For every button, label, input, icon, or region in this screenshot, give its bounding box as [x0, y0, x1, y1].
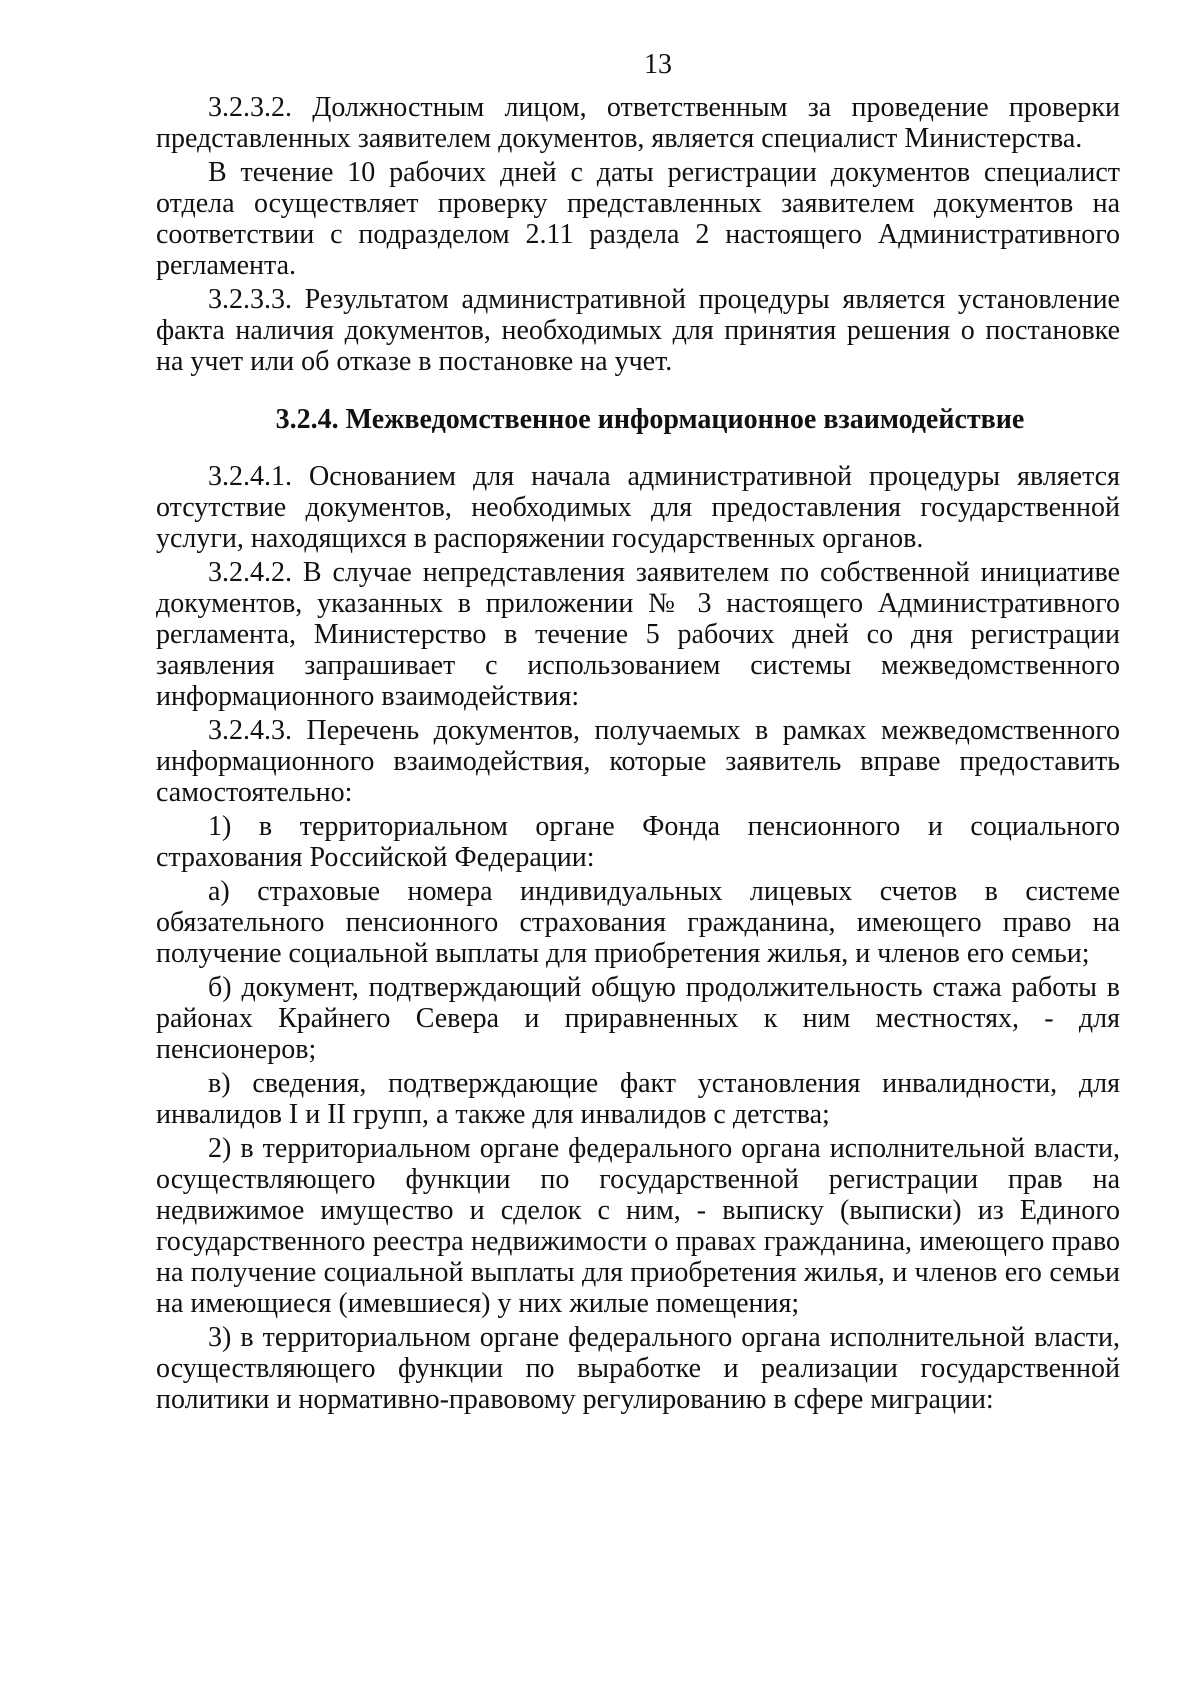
list-item-1: 1) в территориальном органе Фонда пенсионного и социального страхования Российской Федерации:: [156, 811, 1120, 873]
document-page: [156, 48, 1120, 1418]
list-item-2: 2) в территориальном органе федерального органа исполнительной власти, осуществляющего функции по государственной регистрации прав на недвижимое имущество и сделок с ним, - выписку (выписки) из Единого государственного реестра недвижимости о правах гражданина, имеющего право на получение социальной выплаты для приобретения жилья, и членов его семьи на имеющиеся (имевшиеся) у них жилые помещения;: [156, 1133, 1120, 1319]
paragraph-3-2-3-2: 3.2.3.2. Должностным лицом, ответственным за проведение проверки представленных заявителем документов, является специалист Министерства.: [156, 92, 1120, 154]
paragraph-3-2-4-2: 3.2.4.2. В случае непредставления заявителем по собственной инициативе документов, указанных в приложении № 3 настоящего Административного регламента, Министерство в течение 5 рабочих дней со дня регистрации заявления запрашивает с использованием системы межведомственного информационного взаимодействия:: [156, 557, 1120, 712]
list-item-3: 3) в территориальном органе федерального органа исполнительной власти, осуществляющего функции по выработке и реализации государственной политики и нормативно-правовому регулированию в сфере миграции:: [156, 1322, 1120, 1415]
paragraph-verification-term: В течение 10 рабочих дней с даты регистрации документов специалист отдела осуществляет проверку представленных заявителем документов на соответствии с подразделом 2.11 раздела 2 настоящего Административного регламента.: [156, 157, 1120, 281]
list-item-1-v: в) сведения, подтверждающие факт установления инвалидности, для инвалидов I и II групп, а также для инвалидов с детства;: [156, 1068, 1120, 1130]
paragraph-3-2-4-3: 3.2.4.3. Перечень документов, получаемых в рамках межведомственного информационного взаимодействия, которые заявитель вправе предоставить самостоятельно:: [156, 715, 1120, 808]
list-item-1-a: а) страховые номера индивидуальных лицевых счетов в системе обязательного пенсионного страхования гражданина, имеющего право на получение социальной выплаты для приобретения жилья, и членов его семьи;: [156, 876, 1120, 969]
list-item-1-b: б) документ, подтверждающий общую продолжительность стажа работы в районах Крайнего Севера и приравненных к ним местностях, - для пенсионеров;: [156, 972, 1120, 1065]
page-number: 13: [644, 49, 672, 80]
section-heading-3-2-4: 3.2.4. Межведомственное информационное взаимодействие: [275, 404, 1025, 435]
paragraph-3-2-3-3: 3.2.3.3. Результатом административной процедуры является установление факта наличия документов, необходимых для принятия решения о постановке на учет или об отказе в постановке на учет.: [156, 284, 1120, 377]
paragraph-3-2-4-1: 3.2.4.1. Основанием для начала административной процедуры является отсутствие документов, необходимых для предоставления государственной услуги, находящихся в распоряжении государственных органов.: [156, 461, 1120, 554]
